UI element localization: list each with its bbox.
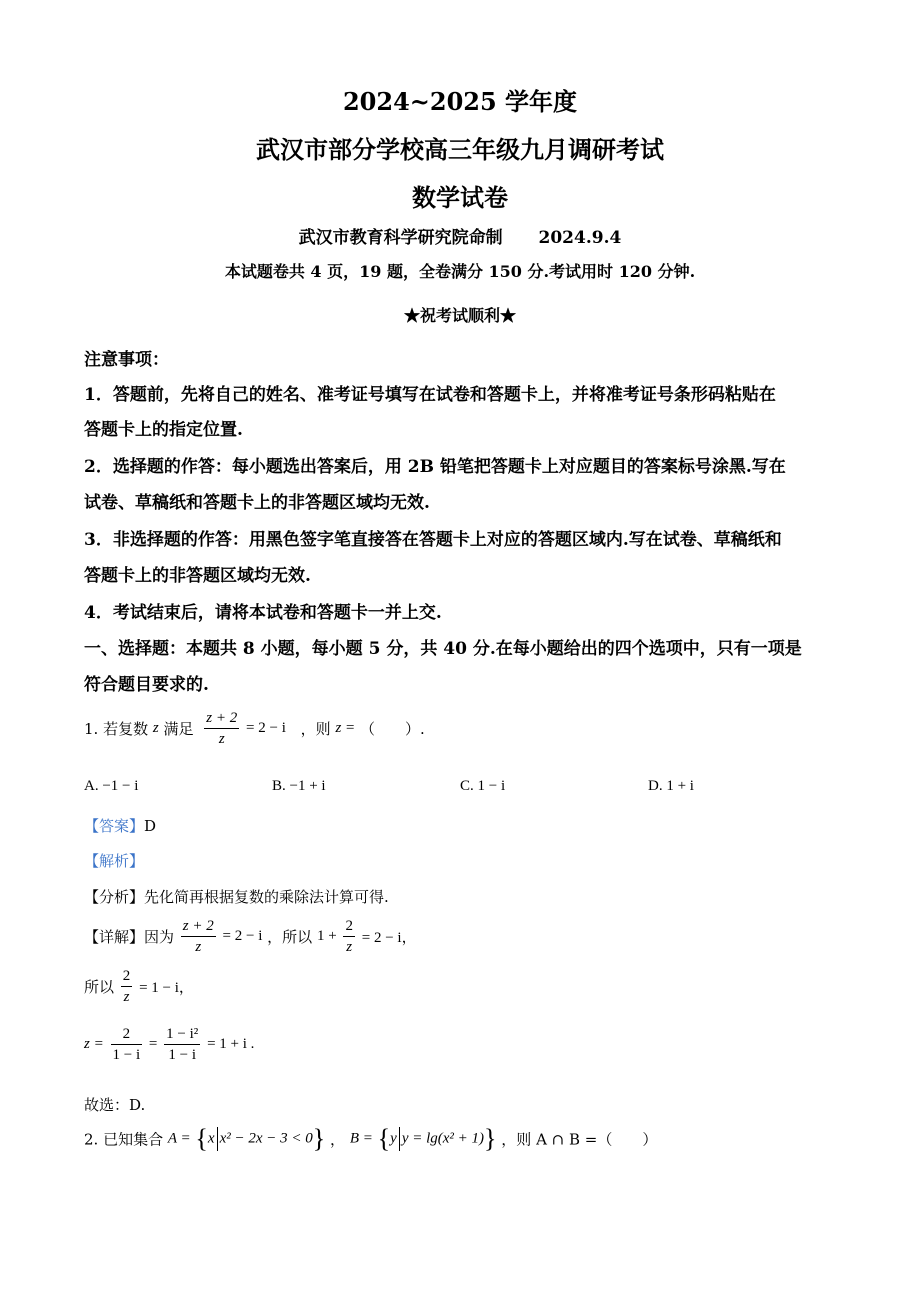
note-line: 答题卡上的指定位置. xyxy=(84,420,243,440)
wish-line: ★祝考试顺利★ xyxy=(403,306,516,325)
analysis-tag: 【解析】 xyxy=(84,852,145,870)
section-heading: 一、选择题：本题共 8 小题，每小题 5 分，共 40 分.在每小题给出的四个选项中，只有一项是 xyxy=(84,639,802,659)
option-a: A. −1 − i xyxy=(84,778,139,794)
note-line: 1．答题前，先将自己的姓名、准考证号填写在试卷和答题卡上，并将准考证号条形码粘贴在 xyxy=(84,385,776,405)
exam-date: 2024.9.4 xyxy=(538,228,622,248)
notes-title: 注意事项： xyxy=(84,350,169,370)
fraction: $\frac{\text{1 − i²}}{1 - i}$ xyxy=(166,1026,199,1063)
fraction: $\frac{z + 2}{z}$ xyxy=(206,710,238,747)
choose-line: 故选：D. xyxy=(84,1096,146,1114)
note-line: 3．非选择题的作答：用黑色签字笔直接答在答题卡上对应的答题区域内.写在试卷、草稿纸和 xyxy=(84,530,782,550)
answer-value: D xyxy=(144,817,157,835)
exam-info: 本试题卷共 4 页，19 题，全卷满分 150 分.考试用时 120 分钟. xyxy=(224,262,696,281)
fraction: $\frac{2}{z}$ xyxy=(345,918,353,955)
fraction: $\frac{z + 2}{z}$ xyxy=(182,918,214,955)
detail-line-1: 【详解】因为 $\frac{z + 2}{z}$ = 2 − i ，所以 1 + $\frac{2}{z}$ = 2 − i， xyxy=(84,918,417,955)
question-2: 2. 已知集合 A = {x x² − 2x − 3 < 0} ， B = {y y = lg(x² + 1)} ，则 A ∩ B =（ ） xyxy=(84,1124,658,1153)
note-line: 试卷、草稿纸和答题卡上的非答题区域均无效. xyxy=(84,493,430,513)
issuer: 武汉市教育科学研究院命制 xyxy=(298,228,503,248)
detail-line-3: z = $\frac{2}{1 - i}$ = $\frac{\text{1 − i²}}{1 - i}$ = 1 + i . xyxy=(84,1026,255,1063)
answer-line xyxy=(84,815,156,836)
note-line: 2．选择题的作答：每小题选出答案后，用 2B 铅笔把答题卡上对应题目的答案标号涂黑.写在 xyxy=(84,457,786,477)
section-heading-cont: 符合题目要求的. xyxy=(84,675,209,695)
detail-line-2: 所以 $\frac{2}{z}$ = 1 − i， xyxy=(84,968,194,1005)
option-d: D. 1 + i xyxy=(648,778,694,794)
option-c: C. 1 − i xyxy=(460,778,506,794)
exam-year: 2024~2025 学年度 xyxy=(342,87,578,116)
note-line: 4．考试结束后，请将本试卷和答题卡一并上交. xyxy=(84,603,442,623)
answer-tag: 【答案】 xyxy=(84,817,145,835)
option-b: B. −1 + i xyxy=(272,778,326,794)
analysis-summary: 【分析】先化简再根据复数的乘除法计算可得. xyxy=(84,888,389,906)
exam-title: 武汉市部分学校高三年级九月调研考试 xyxy=(256,135,664,164)
note-line: 答题卡上的非答题区域均无效. xyxy=(84,566,311,586)
subject-title: 数学试卷 xyxy=(412,183,508,212)
fraction: $\frac{2}{z}$ xyxy=(122,968,131,1005)
fraction: $\frac{2}{1 - i}$ xyxy=(112,1026,141,1063)
issuer-line xyxy=(0,223,920,248)
question-1: 1. 若复数 z 满足 $\frac{z + 2}{z}$ = 2 − i ，则 z = （ ）. xyxy=(84,710,425,747)
